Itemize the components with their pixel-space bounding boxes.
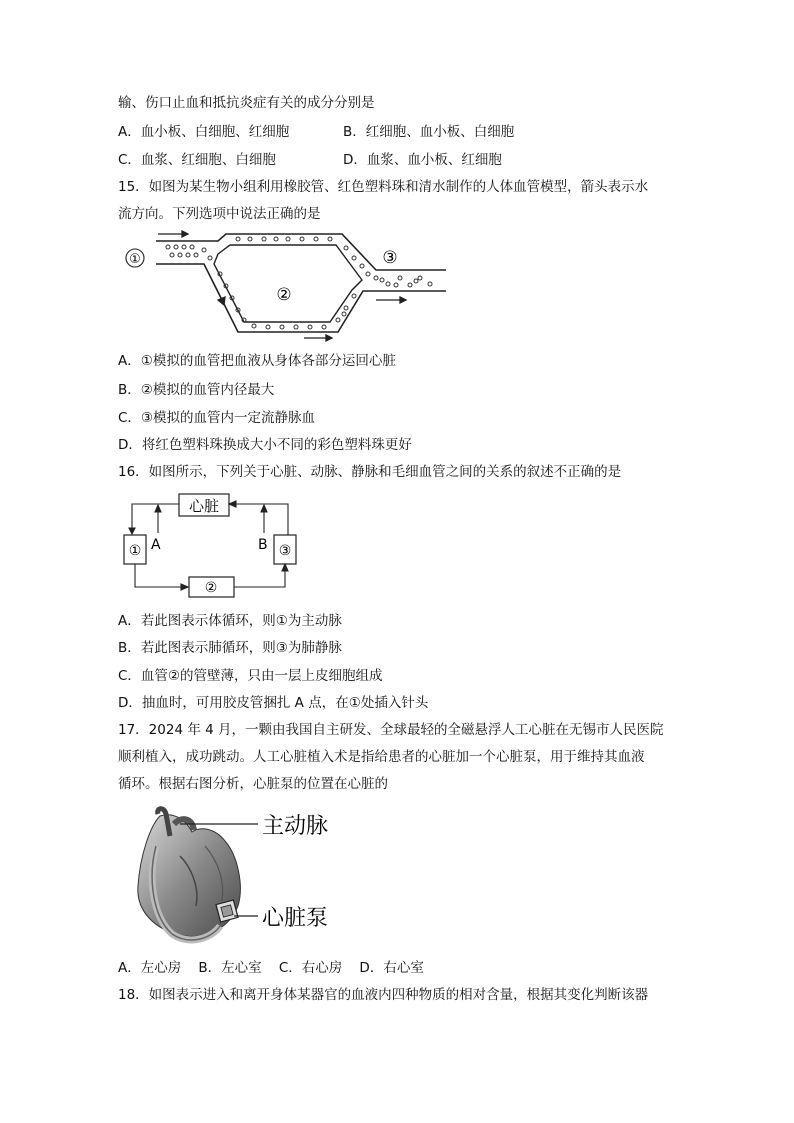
- q16-option-b: B．若此图表示肺循环，则③为肺静脉: [118, 640, 342, 656]
- svg-text:③: ③: [278, 543, 292, 559]
- q15-option-a: A．①模拟的血管把血液从身体各部分运回心脏: [118, 353, 396, 369]
- vessel-box-2: [189, 577, 234, 597]
- q15-option-b: B．②模拟的血管内径最大: [118, 382, 275, 398]
- q17-options: A．左心房 B．左心室 C．右心房 D．右心室: [118, 960, 424, 976]
- q16-option-c: C．血管②的管壁薄，只由一层上皮细胞组成: [118, 668, 383, 684]
- point-a-label: A: [151, 537, 161, 553]
- svg-text:②: ②: [276, 285, 292, 305]
- q15-vessel-model-figure: [118, 228, 458, 346]
- q16-option-a: A．若此图表示体循环，则①为主动脉: [118, 613, 342, 629]
- vessel-box-1: [124, 535, 146, 564]
- q16-circulation-diagram: [118, 488, 308, 603]
- q16-option-d: D．抽血时，可用胶皮管捆扎 A 点，在①处插入针头: [118, 695, 429, 711]
- label-2: [276, 285, 291, 305]
- svg-text:①: ①: [128, 543, 142, 559]
- aorta-label: 主动脉: [262, 814, 329, 839]
- vessel-box-3: [274, 535, 296, 564]
- q16-stem: 16．如图所示，下列关于心脏、动脉、静脉和毛细血管之间的关系的叙述不正确的是: [118, 464, 622, 480]
- q17-stem-line2: 顺利植入，成功跳动。人工心脏植入术是指给患者的心脏加一个心脏泵，用于维持其血液: [118, 749, 645, 765]
- q17-stem-line3: 循环。根据右图分析，心脏泵的位置在心脏的: [118, 776, 388, 792]
- q15-option-c: C．③模拟的血管内一定流静脉血: [118, 410, 316, 426]
- svg-text:心脏: 心脏: [188, 497, 220, 515]
- point-b-label: B: [258, 537, 268, 553]
- q15-stem-line1: 15．如图为某生物小组利用橡胶管、红色塑料珠和清水制作的人体血管模型，箭头表示水: [118, 179, 649, 195]
- q15-stem-line2: 流方向。下列选项中说法正确的是: [118, 206, 321, 222]
- svg-text:①: ①: [129, 252, 141, 267]
- q14-option-b: B．红细胞、血小板、白细胞: [343, 124, 515, 140]
- label-1: [126, 249, 144, 267]
- q14-option-a: A．血小板、白细胞、红细胞: [118, 124, 290, 140]
- q14-option-c: C．血浆、红细胞、白细胞: [118, 152, 276, 168]
- heart-box: [179, 494, 229, 516]
- label-3: [382, 248, 397, 268]
- pump-label: 心脏泵: [262, 906, 329, 931]
- svg-text:②: ②: [204, 580, 218, 596]
- q14-stem-tail: 输、伤口止血和抵抗炎症有关的成分分别是: [118, 95, 375, 111]
- svg-text:③: ③: [382, 248, 398, 268]
- pump-device: [216, 900, 238, 922]
- q17-heart-pump-figure: [130, 806, 350, 946]
- q14-option-d: D．血浆、血小板、红细胞: [343, 152, 502, 168]
- q17-stem-line1: 17．2024 年 4 月，一颗由我国自主研发、全球最轻的全磁悬浮人工心脏在无锡市人民医院: [118, 722, 664, 738]
- q18-stem-line1: 18．如图表示进入和离开身体某器官的血液内四种物质的相对含量，根据其变化判断该器: [118, 987, 649, 1003]
- q15-option-d: D．将红色塑料珠换成大小不同的彩色塑料珠更好: [118, 437, 412, 453]
